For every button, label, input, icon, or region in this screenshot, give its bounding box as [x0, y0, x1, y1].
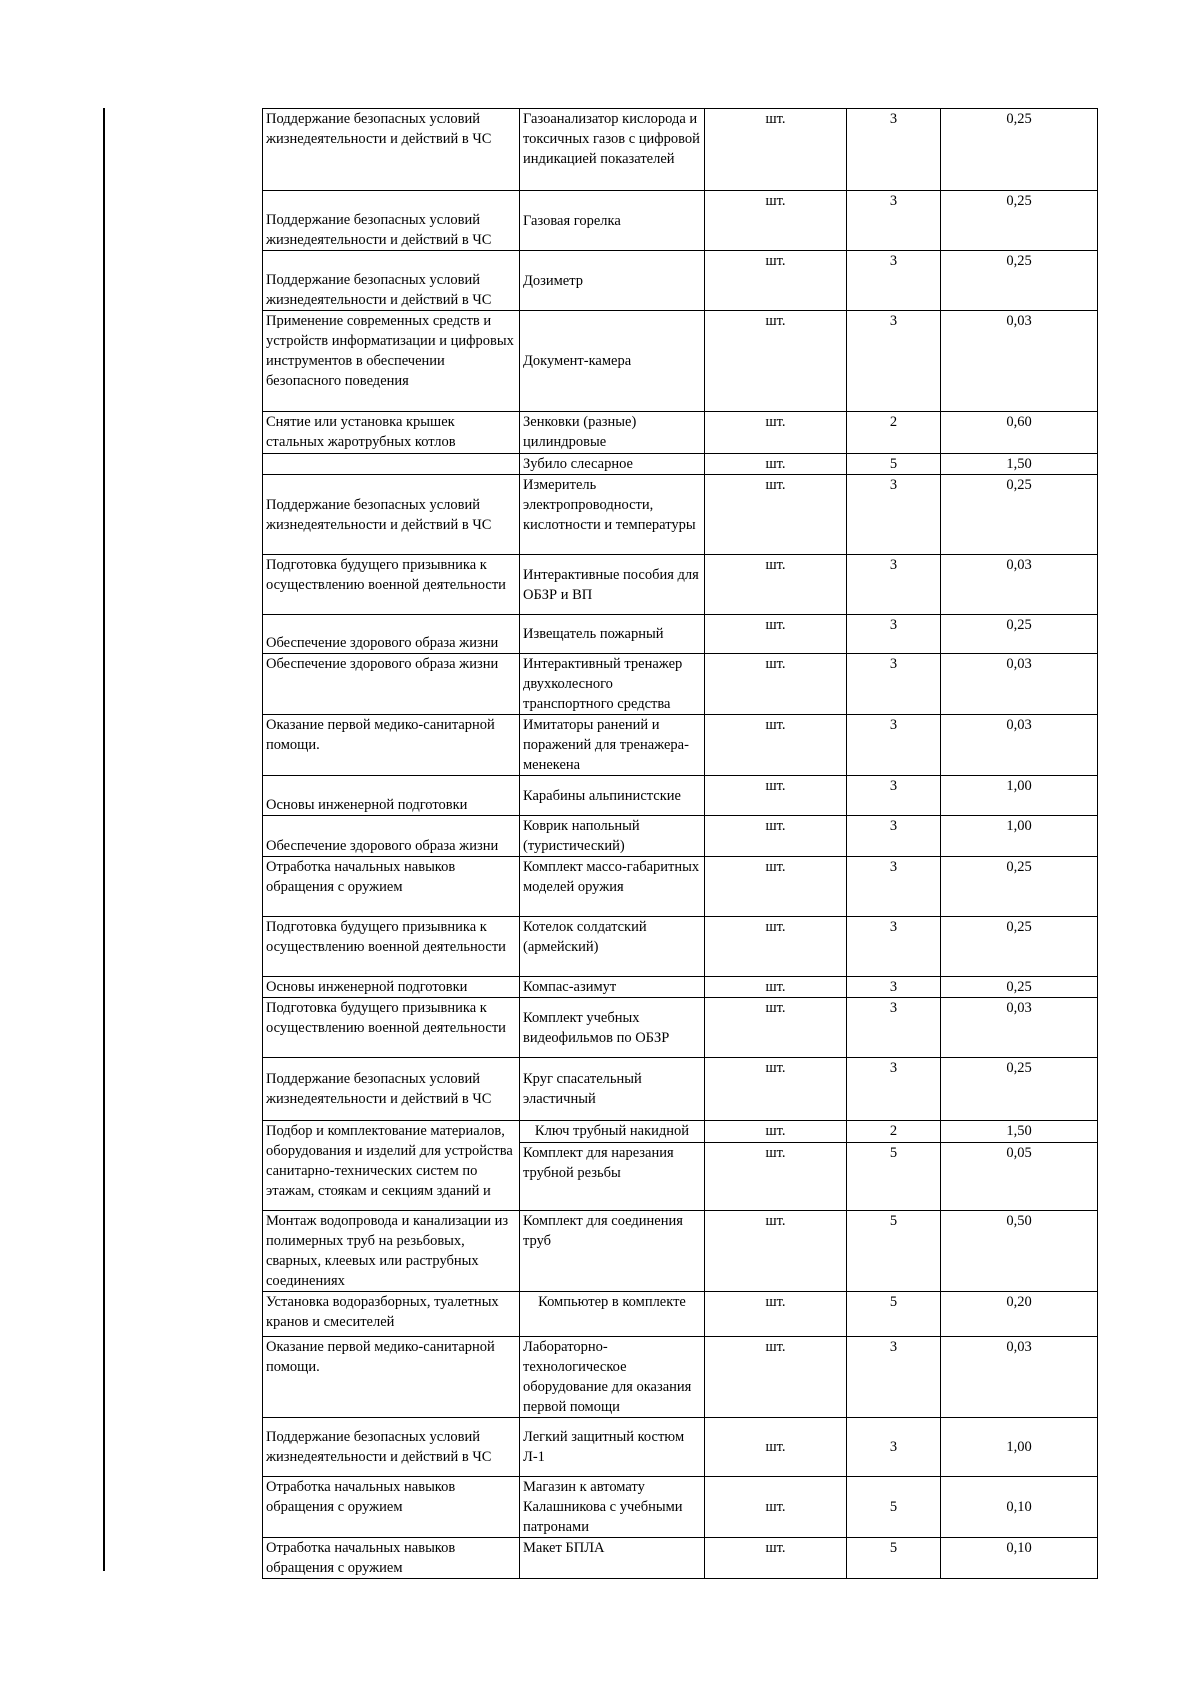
- norm-cell: 0,03: [941, 715, 1098, 776]
- unit-cell: шт.: [705, 654, 847, 715]
- unit-cell: шт.: [705, 1143, 847, 1211]
- unit-cell: шт.: [705, 251, 847, 311]
- table-row: [263, 715, 1098, 776]
- table-row: [263, 454, 1098, 475]
- qty-cell: 3: [847, 555, 941, 615]
- table-row: [263, 1418, 1098, 1477]
- qty-cell: 3: [847, 715, 941, 776]
- equipment-table: [262, 108, 1098, 1579]
- unit-cell: шт.: [705, 715, 847, 776]
- unit-cell: шт.: [705, 1211, 847, 1292]
- item-cell: Комплект для нарезания трубной резьбы: [520, 1143, 705, 1211]
- purpose-cell: Основы инженерной подготовки: [263, 977, 520, 998]
- item-cell: Зенковки (разные) цилиндровые: [520, 412, 705, 454]
- item-cell: Макет БПЛА: [520, 1538, 705, 1579]
- table-row: [263, 311, 1098, 412]
- item-cell: Котелок солдатский (армейский): [520, 917, 705, 977]
- purpose-cell: Основы инженерной подготовки: [263, 776, 520, 816]
- qty-cell: 3: [847, 251, 941, 311]
- table-row: [263, 816, 1098, 857]
- unit-cell: шт.: [705, 776, 847, 816]
- unit-cell: шт.: [705, 475, 847, 555]
- qty-cell: 3: [847, 1058, 941, 1121]
- table-row: [263, 1337, 1098, 1418]
- norm-cell: 0,25: [941, 191, 1098, 251]
- item-cell: Зубило слесарное: [520, 454, 705, 475]
- norm-cell: 0,60: [941, 412, 1098, 454]
- qty-cell: 3: [847, 311, 941, 412]
- unit-cell: шт.: [705, 109, 847, 191]
- norm-cell: 0,25: [941, 475, 1098, 555]
- item-cell: Извещатель пожарный: [520, 615, 705, 654]
- norm-cell: 0,25: [941, 109, 1098, 191]
- item-cell: Измеритель электропроводности, кислотности и температуры: [520, 475, 705, 555]
- item-cell: Газовая горелка: [520, 191, 705, 251]
- purpose-cell: Поддержание безопасных условий жизнедеятельности и действий в ЧС: [263, 251, 520, 311]
- norm-cell: 0,50: [941, 1211, 1098, 1292]
- item-cell: Комплект учебных видеофильмов по ОБЗР: [520, 998, 705, 1058]
- unit-cell: шт.: [705, 917, 847, 977]
- qty-cell: 5: [847, 1538, 941, 1579]
- table-row: [263, 1292, 1098, 1337]
- norm-cell: 0,25: [941, 615, 1098, 654]
- item-cell: Магазин к автомату Калашникова с учебными патронами: [520, 1477, 705, 1538]
- item-cell: Компас-азимут: [520, 977, 705, 998]
- norm-cell: 0,03: [941, 1337, 1098, 1418]
- qty-cell: 3: [847, 857, 941, 917]
- item-cell: Карабины альпинистские: [520, 776, 705, 816]
- item-cell: Интерактивный тренажер двухколесного транспортного средства: [520, 654, 705, 715]
- norm-cell: 0,03: [941, 311, 1098, 412]
- qty-cell: 5: [847, 1143, 941, 1211]
- unit-cell: шт.: [705, 977, 847, 998]
- table-row: [263, 1477, 1098, 1538]
- item-cell: Газоанализатор кислорода и токсичных газов с цифровой индикацией показателей: [520, 109, 705, 191]
- norm-cell: 0,10: [941, 1538, 1098, 1579]
- item-cell: Ключ трубный накидной: [520, 1121, 705, 1143]
- qty-cell: 3: [847, 917, 941, 977]
- item-cell: Легкий защитный костюм Л-1: [520, 1418, 705, 1477]
- qty-cell: 3: [847, 191, 941, 251]
- purpose-cell: [263, 454, 520, 475]
- purpose-cell: Применение современных средств и устройств информатизации и цифровых инструментов в обеспечении безопасного поведения: [263, 311, 520, 412]
- item-cell: Компьютер в комплекте: [520, 1292, 705, 1337]
- norm-cell: 0,03: [941, 654, 1098, 715]
- qty-cell: 3: [847, 475, 941, 555]
- purpose-text: Подбор и комплектование материалов, оборудования и изделий для устройства санитарно-технических систем по этажам, стоякам и секциям зданий и: [266, 1123, 513, 1199]
- qty-cell: 2: [847, 1121, 941, 1143]
- qty-cell: 5: [847, 454, 941, 475]
- qty-cell: 2: [847, 412, 941, 454]
- item-cell: Интерактивные пособия для ОБЗР и ВП: [520, 555, 705, 615]
- purpose-cell: Отработка начальных навыков обращения с оружием: [263, 1538, 520, 1579]
- norm-cell: 0,25: [941, 857, 1098, 917]
- margin-line: [103, 108, 105, 1571]
- unit-cell: шт.: [705, 998, 847, 1058]
- unit-cell: шт.: [705, 1121, 847, 1143]
- item-cell: Комплект массо-габаритных моделей оружия: [520, 857, 705, 917]
- purpose-cell: Оказание первой медико-санитарной помощи.: [263, 715, 520, 776]
- norm-cell: 0,20: [941, 1292, 1098, 1337]
- purpose-cell: Поддержание безопасных условий жизнедеятельности и действий в ЧС: [263, 1058, 520, 1121]
- table-row: [263, 1058, 1098, 1121]
- qty-cell: 3: [847, 998, 941, 1058]
- purpose-cell: Поддержание безопасных условий жизнедеятельности и действий в ЧС: [263, 475, 520, 555]
- qty-cell: 3: [847, 776, 941, 816]
- unit-cell: шт.: [705, 615, 847, 654]
- qty-cell: 5: [847, 1477, 941, 1538]
- qty-cell: 3: [847, 977, 941, 998]
- norm-cell: 1,50: [941, 1121, 1098, 1143]
- table-row: [263, 1121, 1098, 1143]
- table-row: [263, 615, 1098, 654]
- unit-cell: шт.: [705, 1337, 847, 1418]
- table-row: [263, 251, 1098, 311]
- purpose-cell: Снятие или установка крышек стальных жаротрубных котлов: [263, 412, 520, 454]
- qty-cell: 3: [847, 109, 941, 191]
- unit-cell: шт.: [705, 454, 847, 475]
- item-cell: Круг спасательный эластичный: [520, 1058, 705, 1121]
- item-cell: Дозиметр: [520, 251, 705, 311]
- item-cell: Имитаторы ранений и поражений для тренажера-менекена: [520, 715, 705, 776]
- purpose-cell: Обеспечение здорового образа жизни: [263, 654, 520, 715]
- norm-cell: 0,25: [941, 1058, 1098, 1121]
- table-row: [263, 857, 1098, 917]
- qty-cell: 3: [847, 615, 941, 654]
- purpose-cell: Поддержание безопасных условий жизнедеятельности и действий в ЧС: [263, 1418, 520, 1477]
- purpose-cell: Оказание первой медико-санитарной помощи.: [263, 1337, 520, 1418]
- unit-cell: шт.: [705, 1538, 847, 1579]
- item-cell: Лабораторно-технологическое оборудование для оказания первой помощи: [520, 1337, 705, 1418]
- norm-cell: 0,25: [941, 977, 1098, 998]
- norm-cell: 0,25: [941, 917, 1098, 977]
- item-cell: Коврик напольный (туристический): [520, 816, 705, 857]
- table-row: [263, 1211, 1098, 1292]
- purpose-cell: Поддержание безопасных условий жизнедеятельности и действий в ЧС: [263, 191, 520, 251]
- purpose-cell: Отработка начальных навыков обращения с оружием: [263, 1477, 520, 1538]
- unit-cell: шт.: [705, 1292, 847, 1337]
- table-row: [263, 191, 1098, 251]
- purpose-cell: Обеспечение здорового образа жизни: [263, 816, 520, 857]
- qty-cell: 3: [847, 1337, 941, 1418]
- unit-cell: шт.: [705, 1058, 847, 1121]
- qty-cell: 5: [847, 1211, 941, 1292]
- purpose-cell: Монтаж водопровода и канализации из полимерных труб на резьбовых, сварных, клеевых или раструбных соединениях: [263, 1211, 520, 1292]
- norm-cell: 0,25: [941, 251, 1098, 311]
- purpose-cell: Отработка начальных навыков обращения с оружием: [263, 857, 520, 917]
- purpose-cell: Установка водоразборных, туалетных кранов и смесителей: [263, 1292, 520, 1337]
- qty-cell: 5: [847, 1292, 941, 1337]
- norm-cell: 1,50: [941, 454, 1098, 475]
- purpose-cell: Подготовка будущего призывника к осуществлению военной деятельности: [263, 998, 520, 1058]
- unit-cell: шт.: [705, 1477, 847, 1538]
- norm-cell: 1,00: [941, 816, 1098, 857]
- table-row: [263, 917, 1098, 977]
- item-cell: Документ-камера: [520, 311, 705, 412]
- qty-cell: 3: [847, 654, 941, 715]
- unit-cell: шт.: [705, 191, 847, 251]
- table-row: [263, 998, 1098, 1058]
- table-row: [263, 475, 1098, 555]
- unit-cell: шт.: [705, 857, 847, 917]
- norm-cell: 1,00: [941, 776, 1098, 816]
- table-row: [263, 654, 1098, 715]
- purpose-cell: Подготовка будущего призывника к осуществлению военной деятельности: [263, 555, 520, 615]
- unit-cell: шт.: [705, 816, 847, 857]
- norm-cell: 0,03: [941, 555, 1098, 615]
- purpose-cell: Обеспечение здорового образа жизни: [263, 615, 520, 654]
- table-row: [263, 776, 1098, 816]
- item-cell: Комплект для соединения труб: [520, 1211, 705, 1292]
- purpose-cell: Поддержание безопасных условий жизнедеятельности и действий в ЧС: [263, 109, 520, 191]
- norm-cell: 0,10: [941, 1477, 1098, 1538]
- norm-cell: 0,03: [941, 998, 1098, 1058]
- unit-cell: шт.: [705, 555, 847, 615]
- purpose-cell: [263, 1121, 520, 1211]
- table-row: [263, 109, 1098, 191]
- norm-cell: 1,00: [941, 1418, 1098, 1477]
- unit-cell: шт.: [705, 311, 847, 412]
- norm-cell: 0,05: [941, 1143, 1098, 1211]
- unit-cell: шт.: [705, 412, 847, 454]
- unit-cell: шт.: [705, 1418, 847, 1477]
- table-row: [263, 977, 1098, 998]
- table-row: [263, 1538, 1098, 1579]
- table-row: [263, 412, 1098, 454]
- qty-cell: 3: [847, 816, 941, 857]
- table-row: [263, 555, 1098, 615]
- qty-cell: 3: [847, 1418, 941, 1477]
- purpose-cell: Подготовка будущего призывника к осуществлению военной деятельности: [263, 917, 520, 977]
